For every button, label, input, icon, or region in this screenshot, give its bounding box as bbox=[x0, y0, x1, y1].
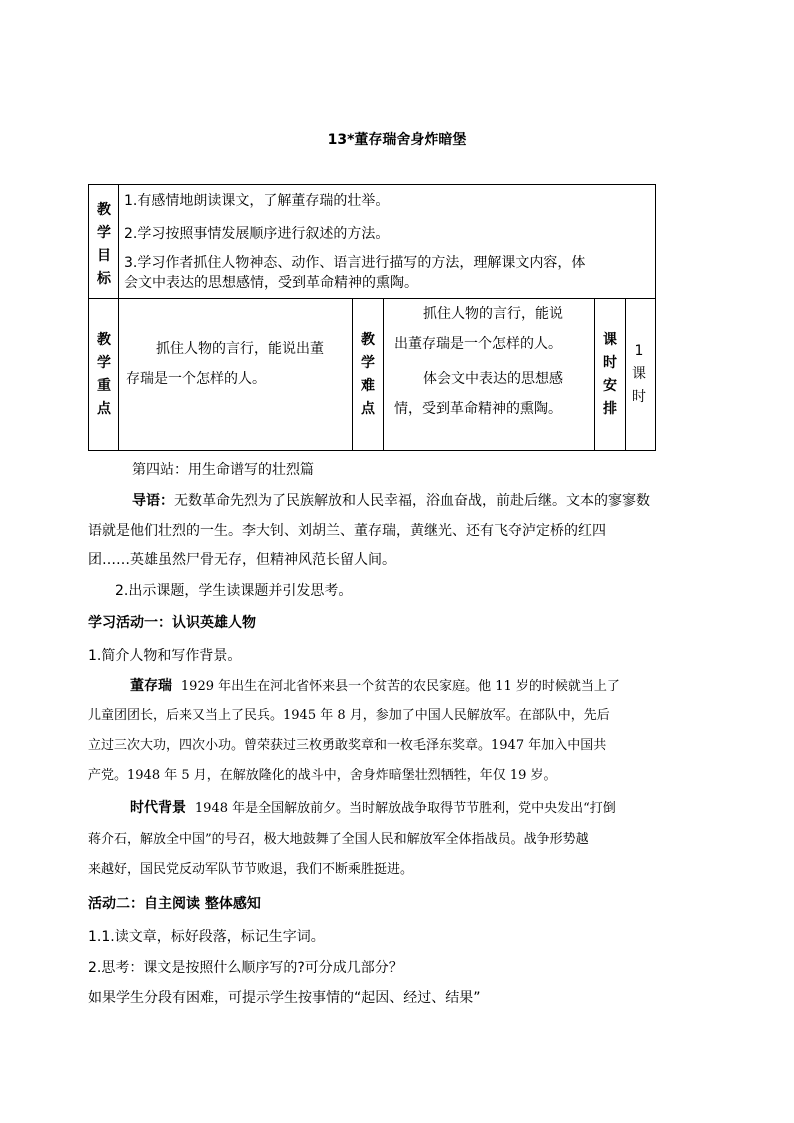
key-label: 教学重点 bbox=[97, 332, 111, 417]
step-2: 2.出示课题，学生读课题并引发思考。 bbox=[115, 583, 353, 599]
goal-line: 会文中表达的思想感情，受到革命精神的熏陶。 bbox=[124, 275, 418, 291]
time-label: 课时安排 bbox=[603, 332, 617, 417]
table-divider bbox=[594, 298, 595, 450]
activity-2-line: 1.1.读文章，标好段落，标记生字词。 bbox=[88, 929, 325, 945]
activity-2-line: 如果学生分段有困难，可提示学生按事情的“起因、经过、结果” bbox=[88, 990, 481, 1006]
background-line bbox=[130, 798, 616, 819]
intro-line: 团……英雄虽然尸骨无存，但精神风范长留人间。 bbox=[88, 552, 396, 568]
intro-text: 无数革命先烈为了民族解放和人民幸福，浴血奋战，前赴后继。文本的寥寥数 bbox=[174, 493, 650, 509]
activity-2-line: 2.思考：课文是按照什么顺序写的?可分成几部分？ bbox=[88, 960, 403, 976]
intro-label: 导语： bbox=[132, 493, 174, 509]
bio-line: 儿童团团长，后来又当上了民兵。1945 年 8 月，参加了中国人民解放军。在部队中，先后 bbox=[88, 708, 610, 723]
diff-text-line: 情，受到革命精神的熏陶。 bbox=[394, 401, 562, 417]
bio-label: 董存瑞 bbox=[130, 678, 172, 694]
intro-line: 语就是他们壮烈的一生。李大钊、刘胡兰、董存瑞，黄继光、还有飞夺泸定桥的红四 bbox=[88, 523, 606, 539]
table-divider bbox=[352, 298, 353, 450]
station-heading: 第四站：用生命谱写的壮烈篇 bbox=[132, 462, 314, 478]
goals-label: 教学目标 bbox=[97, 202, 111, 287]
background-text: 1948 年是全国解放前夕。当时解放战争取得节节胜利，党中央发出“打倒 bbox=[194, 801, 616, 816]
goal-line: 1.有感情地朗读课文，了解董存瑞的壮举。 bbox=[124, 193, 390, 209]
background-label: 时代背景 bbox=[130, 800, 186, 816]
bio-line: 立过三次大功，四次小功。曾荣获过三枚勇敢奖章和一枚毛泽东奖章。1947 年加入中国共 bbox=[88, 738, 607, 753]
time-value: 1课时 bbox=[632, 343, 646, 405]
activity-1-step: 1.简介人物和写作背景。 bbox=[88, 648, 242, 664]
difficulty-label: 教学难点 bbox=[361, 332, 375, 417]
background-line: 来越好，国民党反动军队节节败退，我们不断乘胜挺进。 bbox=[88, 862, 414, 877]
bio-line bbox=[130, 676, 620, 697]
diff-text-line: 出董存瑞是一个怎样的人。 bbox=[394, 336, 562, 352]
table-divider bbox=[89, 298, 655, 299]
goal-line: 3.学习作者抓住人物神态、动作、语言进行描写的方法，理解课文内容，体 bbox=[124, 255, 586, 271]
activity-2-heading: 活动二：自主阅读 整体感知 bbox=[88, 896, 261, 912]
diff-text-line: 抓住人物的言行，能说 bbox=[423, 306, 563, 322]
goal-line: 2.学习按照事情发展顺序进行叙述的方法。 bbox=[124, 226, 390, 242]
lesson-plan-table bbox=[88, 184, 656, 451]
table-divider bbox=[118, 185, 119, 450]
background-line: 蒋介石，解放全中国”的号召，极大地鼓舞了全国人民和解放军全体指战员。战争形势越 bbox=[88, 832, 589, 847]
diff-text-line: 体会文中表达的思想感 bbox=[423, 371, 563, 387]
key-text-line: 抓住人物的言行，能说出董 bbox=[156, 341, 324, 357]
bio-line: 产党。1948 年 5 月，在解放隆化的战斗中，舍身炸暗堡壮烈牺牲，年仅 19 岁。 bbox=[88, 768, 557, 783]
page-title: 13*董存瑞舍身炸暗堡 bbox=[327, 132, 467, 148]
intro-line bbox=[132, 491, 650, 511]
table-divider bbox=[383, 298, 384, 450]
key-text-line: 存瑞是一个怎样的人。 bbox=[126, 371, 266, 387]
bio-text: 1929 年出生在河北省怀来县一个贫苦的农民家庭。他 11 岁的时候就当上了 bbox=[180, 679, 620, 694]
table-divider bbox=[625, 298, 626, 450]
activity-1-heading: 学习活动一：认识英雄人物 bbox=[88, 615, 256, 631]
